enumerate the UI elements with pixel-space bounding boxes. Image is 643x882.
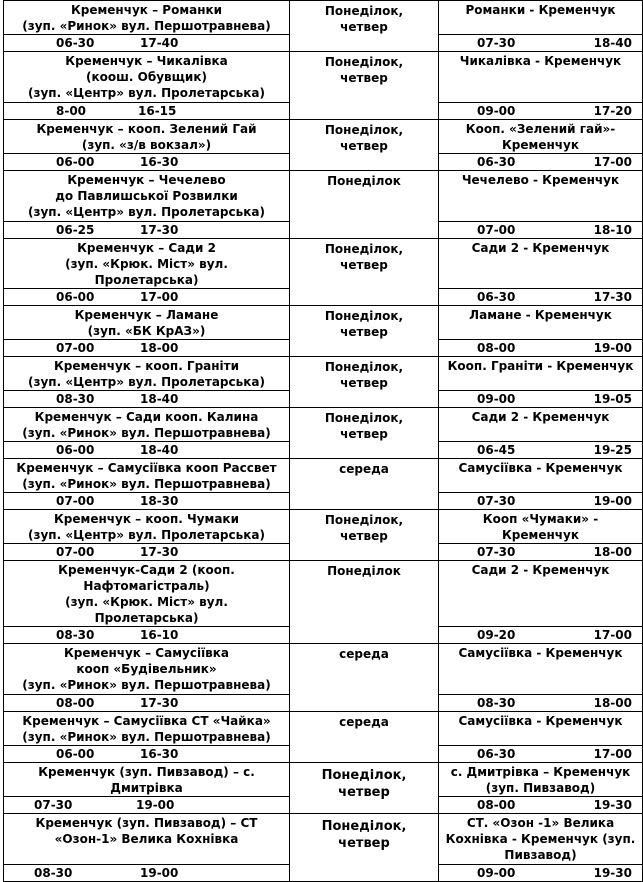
- return-times: [439, 543, 642, 560]
- outbound-arrival-time: 18-40: [140, 443, 179, 457]
- return-departure-time: 09-00: [477, 866, 516, 880]
- return-arrival-time: 19-25: [593, 443, 632, 457]
- return-times: [439, 288, 642, 305]
- outbound-route-line: (зуп. «БК КрАЗ»): [87, 324, 206, 338]
- return-arrival-time: 18-40: [593, 36, 632, 50]
- outbound-route-line: Кременчук – Ламане: [74, 308, 219, 322]
- return-departure-time: 07-00: [477, 223, 516, 237]
- outbound-route-line: Кременчук – Романки: [70, 3, 223, 17]
- return-route-line: Самусіївка - Кременчук: [458, 714, 623, 728]
- schedule-row: [4, 712, 643, 763]
- days-cell: [290, 357, 439, 408]
- outbound-route: [4, 357, 289, 390]
- return-arrival-time: 19-30: [593, 866, 632, 880]
- return-cell: [439, 561, 643, 644]
- return-route-line: Чикалівка - Кременчук: [459, 54, 622, 68]
- outbound-cell: [4, 712, 290, 763]
- operating-days: [290, 306, 438, 340]
- outbound-route: [4, 171, 289, 221]
- return-departure-time: 09-00: [477, 392, 516, 406]
- days-cell: [290, 644, 439, 712]
- return-times: [439, 102, 642, 119]
- operating-days-line: Понеділок,: [321, 819, 407, 834]
- return-route: [439, 814, 642, 864]
- outbound-cell: [4, 1, 290, 52]
- schedule-row: [4, 644, 643, 712]
- days-cell: [290, 510, 439, 561]
- return-cell: [439, 239, 643, 306]
- return-arrival-time: 19-00: [593, 494, 632, 508]
- outbound-departure-time: 06-25: [56, 223, 95, 237]
- outbound-departure-time: 06-00: [56, 155, 95, 169]
- return-departure-time: 09-00: [477, 104, 516, 118]
- outbound-cell: [4, 561, 290, 644]
- operating-days-line: середа: [339, 462, 389, 476]
- return-route: [439, 561, 642, 626]
- operating-days: [290, 644, 438, 662]
- return-cell: [439, 814, 643, 882]
- outbound-arrival-time: 18-30: [140, 494, 179, 508]
- return-departure-time: 06-30: [477, 290, 516, 304]
- return-route-line: Сади 2 - Кременчук: [471, 410, 610, 424]
- outbound-route: [4, 239, 289, 288]
- outbound-departure-time: 08-30: [56, 628, 95, 642]
- outbound-arrival-time: 17-30: [140, 696, 179, 710]
- days-cell: [290, 171, 439, 239]
- outbound-times: [4, 34, 289, 51]
- schedule-row: [4, 357, 643, 408]
- return-cell: [439, 459, 643, 510]
- schedule-row: [4, 1, 643, 52]
- operating-days-line: четвер: [340, 258, 388, 272]
- return-route: [439, 171, 642, 221]
- operating-days-line: Понеділок,: [324, 123, 404, 137]
- outbound-route: [4, 814, 289, 864]
- outbound-route-line: (зуп. «Ринок» вул. Першотравнева): [22, 477, 271, 491]
- operating-days: [290, 357, 438, 391]
- outbound-arrival-time: 19-00: [140, 866, 179, 880]
- return-departure-time: 06-45: [477, 443, 516, 457]
- outbound-departure-time: 08-30: [56, 392, 95, 406]
- outbound-route-line: Кременчук (зуп. Пивзавод) – СТ: [35, 816, 258, 830]
- outbound-route: [4, 408, 289, 441]
- outbound-route-line: Пролетарська): [94, 611, 199, 625]
- outbound-departure-time: 07-30: [34, 798, 73, 812]
- operating-days-line: четвер: [340, 71, 388, 85]
- outbound-route-line: Кременчук – Чечелево: [67, 173, 226, 187]
- outbound-departure-time: 06-00: [56, 747, 95, 761]
- schedule-row: [4, 120, 643, 171]
- return-route: [439, 408, 642, 441]
- outbound-route: [4, 644, 289, 694]
- outbound-route-line: (зуп. «Крюк. Міст» вул.: [65, 257, 228, 271]
- return-route: [439, 644, 642, 694]
- operating-days-line: Понеділок,: [321, 768, 407, 783]
- days-cell: [290, 561, 439, 644]
- schedule-row: [4, 561, 643, 644]
- return-cell: [439, 408, 643, 459]
- return-times: [439, 390, 642, 407]
- return-times: [439, 34, 642, 51]
- outbound-times: [4, 492, 289, 509]
- return-times: [439, 694, 642, 711]
- return-route: [439, 459, 642, 492]
- outbound-route-line: Кременчук – Самусіївка кооп Рассвет: [16, 461, 277, 475]
- return-arrival-time: 19-00: [593, 341, 632, 355]
- outbound-arrival-time: 16-30: [140, 155, 179, 169]
- return-cell: [439, 306, 643, 357]
- schedule-row: [4, 763, 643, 814]
- outbound-route: [4, 306, 289, 339]
- bus-schedule-table: [3, 0, 643, 882]
- operating-days-line: четвер: [338, 836, 390, 851]
- operating-days: [290, 561, 438, 579]
- return-route: [439, 52, 642, 102]
- operating-days: [290, 459, 438, 477]
- operating-days-line: Понеділок,: [324, 513, 404, 527]
- return-times: [439, 626, 642, 643]
- operating-days-line: Понеділок: [327, 174, 401, 188]
- return-departure-time: 06-30: [477, 747, 516, 761]
- schedule-row: [4, 306, 643, 357]
- schedule-row: [4, 171, 643, 239]
- operating-days-line: Понеділок,: [324, 55, 404, 69]
- outbound-arrival-time: 17-00: [140, 290, 179, 304]
- outbound-departure-time: 07-00: [56, 341, 95, 355]
- return-arrival-time: 19-30: [593, 798, 632, 812]
- days-cell: [290, 763, 439, 814]
- return-arrival-time: 18-00: [593, 545, 632, 559]
- outbound-route-line: Кременчук (зуп. Пивзавод) – с.: [38, 765, 255, 779]
- outbound-route-line: Кременчук-Сади 2 (кооп.: [58, 563, 235, 577]
- outbound-arrival-time: 16-15: [138, 104, 177, 118]
- outbound-departure-time: 06-30: [56, 36, 95, 50]
- operating-days-line: четвер: [340, 529, 388, 543]
- return-departure-time: 07-30: [477, 494, 516, 508]
- outbound-times: [4, 694, 289, 711]
- outbound-cell: [4, 52, 290, 120]
- outbound-times: [4, 745, 289, 762]
- outbound-cell: [4, 763, 290, 814]
- operating-days: [290, 52, 438, 86]
- outbound-route-line: Кременчук – кооп. Зелений Гай: [36, 122, 257, 136]
- days-cell: [290, 408, 439, 459]
- outbound-route: [4, 712, 289, 745]
- operating-days: [290, 408, 438, 442]
- outbound-departure-time: 06-00: [56, 443, 95, 457]
- return-route-line: Кременчук: [502, 528, 579, 542]
- return-route-line: СТ. «Озон -1» Велика: [466, 816, 615, 830]
- return-route-line: Сади 2 - Кременчук: [471, 241, 610, 255]
- outbound-route-line: «Озон-1» Велика Кохнівка: [54, 832, 239, 846]
- outbound-arrival-time: 19-00: [136, 798, 175, 812]
- operating-days-line: Понеділок,: [324, 4, 404, 18]
- return-cell: [439, 510, 643, 561]
- return-route-line: Ламане - Кременчук: [469, 308, 612, 322]
- return-arrival-time: 19-05: [593, 392, 632, 406]
- return-route: [439, 306, 642, 339]
- outbound-route-line: Кременчук – кооп. Граніти: [53, 359, 240, 373]
- outbound-route-line: Дмитрівка: [110, 781, 183, 795]
- outbound-route-line: (зуп. «Ринок» вул. Першотравнева): [22, 19, 271, 33]
- outbound-route-line: Кременчук – Самусіївка: [63, 646, 230, 660]
- operating-days: [290, 763, 438, 801]
- return-route-line: Кохнівка - Кременчук (зуп.: [445, 832, 636, 846]
- days-cell: [290, 1, 439, 52]
- schedule-body: [4, 1, 643, 882]
- return-cell: [439, 644, 643, 712]
- outbound-route-line: Кременчук – Чикалівка: [65, 54, 228, 68]
- return-times: [439, 339, 642, 356]
- outbound-route-line: Кременчук – Самусіївка СТ «Чайка»: [22, 714, 271, 728]
- outbound-route-line: (коош. Обувщик): [86, 70, 207, 84]
- outbound-departure-time: 8-00: [56, 104, 87, 118]
- outbound-route-line: (зуп. «Центр» вул. Пролетарська): [28, 375, 265, 389]
- outbound-times: [4, 288, 289, 305]
- days-cell: [290, 712, 439, 763]
- return-route: [439, 510, 642, 543]
- return-arrival-time: 17-30: [593, 290, 632, 304]
- return-cell: [439, 52, 643, 120]
- return-cell: [439, 1, 643, 52]
- operating-days: [290, 814, 438, 852]
- return-departure-time: 06-30: [477, 155, 516, 169]
- operating-days: [290, 510, 438, 544]
- return-route-line: Сади 2 - Кременчук: [471, 563, 610, 577]
- return-departure-time: 09-20: [477, 628, 516, 642]
- outbound-cell: [4, 408, 290, 459]
- return-route-line: с. Дмитрівка – Кременчук: [450, 765, 631, 779]
- operating-days-line: Понеділок,: [324, 411, 404, 425]
- outbound-cell: [4, 459, 290, 510]
- schedule-row: [4, 52, 643, 120]
- outbound-cell: [4, 814, 290, 882]
- outbound-times: [4, 626, 289, 643]
- outbound-cell: [4, 357, 290, 408]
- outbound-route: [4, 459, 289, 492]
- operating-days-line: Понеділок: [327, 564, 401, 578]
- return-arrival-time: 18-10: [593, 223, 632, 237]
- outbound-route-line: Нафтомагістраль): [83, 579, 210, 593]
- operating-days-line: четвер: [340, 20, 388, 34]
- days-cell: [290, 239, 439, 306]
- outbound-route: [4, 561, 289, 626]
- operating-days: [290, 171, 438, 189]
- outbound-cell: [4, 644, 290, 712]
- outbound-route-line: до Павлишської Розвилки: [55, 189, 238, 203]
- outbound-route-line: Кременчук – Сади кооп. Калина: [34, 410, 259, 424]
- schedule-row: [4, 814, 643, 882]
- days-cell: [290, 120, 439, 171]
- outbound-route: [4, 1, 289, 34]
- outbound-route-line: (зуп. «Центр» вул. Пролетарська): [28, 86, 265, 100]
- operating-days-line: четвер: [340, 427, 388, 441]
- return-arrival-time: 17-00: [593, 747, 632, 761]
- days-cell: [290, 459, 439, 510]
- outbound-route-line: (зуп. «з/в вокзал»): [81, 138, 212, 152]
- outbound-route-line: (зуп. «Ринок» вул. Першотравнева): [22, 678, 271, 692]
- outbound-arrival-time: 16-30: [140, 747, 179, 761]
- operating-days-line: середа: [339, 647, 389, 661]
- return-route: [439, 357, 642, 390]
- schedule-row: [4, 459, 643, 510]
- schedule-row: [4, 408, 643, 459]
- return-departure-time: 08-00: [477, 798, 516, 812]
- return-route-line: (зуп. Пивзавод): [485, 781, 596, 795]
- return-times: [439, 221, 642, 238]
- outbound-times: [4, 221, 289, 238]
- return-cell: [439, 712, 643, 763]
- operating-days: [290, 239, 438, 273]
- return-route: [439, 239, 642, 288]
- days-cell: [290, 306, 439, 357]
- outbound-arrival-time: 16-10: [140, 628, 179, 642]
- return-times: [439, 492, 642, 509]
- outbound-departure-time: 06-00: [56, 290, 95, 304]
- return-route-line: Самусіївка - Кременчук: [458, 461, 623, 475]
- outbound-route-line: (зуп. «Ринок» вул. Першотравнева): [22, 730, 271, 744]
- outbound-route-line: Пролетарська): [94, 273, 199, 287]
- return-arrival-time: 17-00: [593, 628, 632, 642]
- outbound-departure-time: 07-00: [56, 494, 95, 508]
- return-route-line: Чечелево - Кременчук: [461, 173, 620, 187]
- return-cell: [439, 357, 643, 408]
- outbound-route: [4, 120, 289, 153]
- return-route-line: Кременчук: [502, 138, 579, 152]
- outbound-times: [4, 339, 289, 356]
- outbound-route-line: Кременчук – Сади 2: [77, 241, 216, 255]
- outbound-arrival-time: 17-30: [140, 223, 179, 237]
- schedule-row: [4, 510, 643, 561]
- days-cell: [290, 52, 439, 120]
- outbound-arrival-time: 17-30: [140, 545, 179, 559]
- outbound-route-line: кооп «Будівельник»: [76, 662, 217, 676]
- outbound-cell: [4, 120, 290, 171]
- return-departure-time: 07-30: [477, 545, 516, 559]
- outbound-cell: [4, 306, 290, 357]
- return-cell: [439, 171, 643, 239]
- outbound-times: [4, 153, 289, 170]
- outbound-departure-time: 07-00: [56, 545, 95, 559]
- return-route-line: Кооп. «Зелений гай»-: [465, 122, 616, 136]
- return-route: [439, 712, 642, 745]
- return-cell: [439, 763, 643, 814]
- return-route-line: Кооп. Граніти - Кременчук: [447, 359, 634, 373]
- operating-days-line: четвер: [340, 139, 388, 153]
- return-route: [439, 120, 642, 153]
- return-departure-time: 07-30: [477, 36, 516, 50]
- return-route: [439, 1, 642, 34]
- outbound-arrival-time: 17-40: [140, 36, 179, 50]
- outbound-departure-time: 08-00: [56, 696, 95, 710]
- operating-days: [290, 712, 438, 730]
- days-cell: [290, 814, 439, 882]
- operating-days-line: середа: [339, 715, 389, 729]
- operating-days-line: четвер: [340, 376, 388, 390]
- return-arrival-time: 17-20: [593, 104, 632, 118]
- outbound-route-line: (зуп. «Центр» вул. Пролетарська): [28, 205, 265, 219]
- outbound-times: [4, 390, 289, 407]
- operating-days-line: Понеділок,: [324, 309, 404, 323]
- operating-days-line: четвер: [340, 325, 388, 339]
- return-route: [439, 763, 642, 796]
- return-route-line: Кооп «Чумаки» -: [482, 512, 599, 526]
- outbound-arrival-time: 18-00: [140, 341, 179, 355]
- return-times: [439, 745, 642, 762]
- outbound-route: [4, 510, 289, 543]
- return-route-line: Самусіївка - Кременчук: [458, 646, 623, 660]
- outbound-times: [4, 102, 289, 119]
- return-arrival-time: 17-00: [593, 155, 632, 169]
- outbound-arrival-time: 18-40: [140, 392, 179, 406]
- outbound-route-line: (зуп. «Центр» вул. Пролетарська): [28, 528, 265, 542]
- operating-days-line: Понеділок,: [324, 360, 404, 374]
- operating-days-line: четвер: [338, 785, 390, 800]
- return-departure-time: 08-00: [477, 341, 516, 355]
- return-arrival-time: 18-00: [593, 696, 632, 710]
- schedule-row: [4, 239, 643, 306]
- outbound-times: [4, 796, 289, 813]
- operating-days: [290, 1, 438, 35]
- return-times: [439, 153, 642, 170]
- return-times: [439, 441, 642, 458]
- outbound-times: [4, 543, 289, 560]
- outbound-cell: [4, 171, 290, 239]
- outbound-route: [4, 763, 289, 796]
- return-cell: [439, 120, 643, 171]
- return-route-line: Романки - Кременчук: [465, 3, 616, 17]
- outbound-route-line: (зуп. «Крюк. Міст» вул.: [65, 595, 228, 609]
- outbound-route-line: Кременчук – кооп. Чумаки: [54, 512, 239, 526]
- outbound-cell: [4, 239, 290, 306]
- outbound-route: [4, 52, 289, 102]
- outbound-cell: [4, 510, 290, 561]
- operating-days-line: Понеділок,: [324, 242, 404, 256]
- operating-days: [290, 120, 438, 154]
- outbound-route-line: (зуп. «Ринок» вул. Першотравнева): [22, 426, 271, 440]
- return-route-line: Пивзавод): [504, 848, 577, 862]
- outbound-departure-time: 08-30: [34, 866, 73, 880]
- return-times: [439, 796, 642, 813]
- outbound-times: [4, 441, 289, 458]
- return-departure-time: 08-30: [477, 696, 516, 710]
